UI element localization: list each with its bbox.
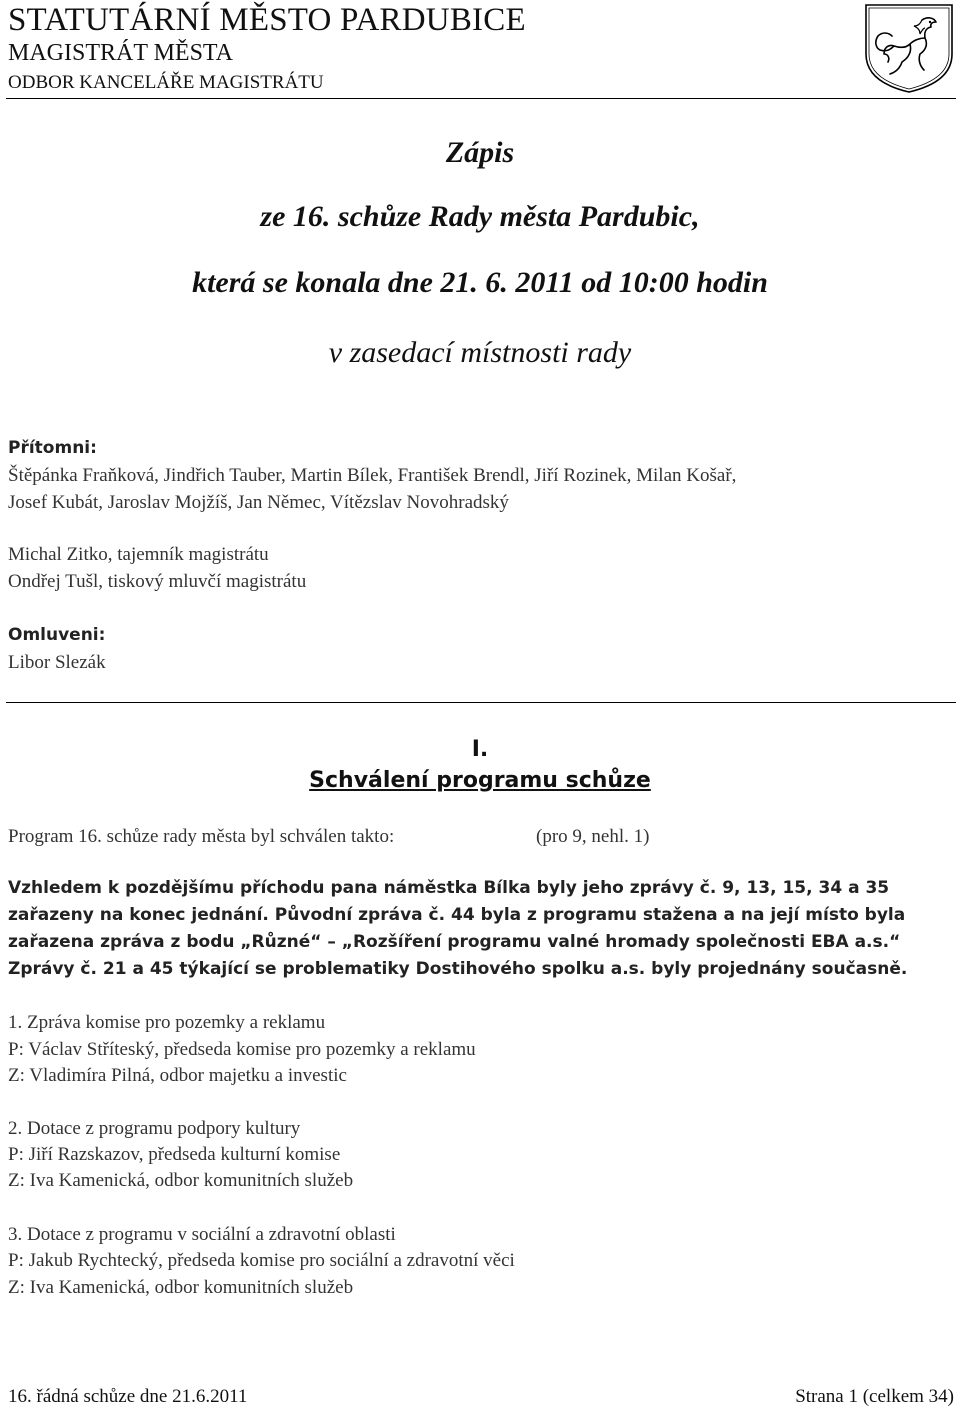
section-title: Schválení programu schůze [309,768,651,793]
city-name: STATUTÁRNÍ MĚSTO PARDUBICE [8,2,526,38]
header-divider [6,98,956,99]
note-line: Vzhledem k pozdějšímu příchodu pana náměstka Bílka byly jeho zprávy č. 9, 13, 15, 34 a 35 [8,878,890,898]
magistrate-name: MAGISTRÁT MĚSTA [8,40,233,66]
agenda-item-title: 3. Dotace z programu v sociální a zdravotní oblasti [8,1224,396,1245]
present-list-line1: Štěpánka Fraňková, Jindřich Tauber, Martin Bílek, František Brendl, Jiří Rozinek, Milan Košař, [8,465,737,486]
agenda-item-processor: Z: Iva Kamenická, odbor komunitních služeb [8,1170,354,1191]
footer-page-number: Strana 1 (celkem 34) [795,1386,954,1407]
section-divider [6,702,956,703]
agenda-item-processor: Z: Vladimíra Pilná, odbor majetku a investic [8,1065,347,1086]
agenda-item-title: 1. Zpráva komise pro pozemky a reklamu [8,1012,326,1033]
agenda-item-processor: Z: Iva Kamenická, odbor komunitních služeb [8,1277,354,1298]
program-approval-text: Program 16. schůze rady města byl schválen takto: [8,826,395,847]
excused-list: Libor Slezák [8,652,106,673]
present-label: Přítomni: [8,438,97,458]
meeting-title: ze 16. schůze Rady města Pardubic, [260,200,700,233]
excused-label: Omluveni: [8,625,106,645]
horse-coat-of-arms-icon [862,2,956,94]
vote-result: (pro 9, nehl. 1) [536,826,650,847]
section-number: I. [471,737,489,762]
spokesman: Ondřej Tušl, tiskový mluvčí magistrátu [8,571,307,592]
agenda-item-presenter: P: Jakub Rychtecký, předseda komise pro sociální a zdravotní věci [8,1250,515,1271]
note-line: zařazena zpráva z bodu „Různé“ – „Rozšíření programu valné hromady společnosti EBA a.s.“ [8,932,901,952]
secretary: Michal Zitko, tajemník magistrátu [8,544,269,565]
agenda-item-presenter: P: Jiří Razskazov, předseda kulturní komise [8,1144,341,1165]
agenda-item-title: 2. Dotace z programu podpory kultury [8,1118,301,1139]
document-title: Zápis [445,136,515,169]
department-name: ODBOR KANCELÁŘE MAGISTRÁTU [8,72,324,93]
note-line: zařazeny na konec jednání. Původní zpráva č. 44 byla z programu stažena a na její místo byla [8,905,906,925]
footer-meeting-info: 16. řádná schůze dne 21.6.2011 [8,1386,248,1407]
meeting-date: která se konala dne 21. 6. 2011 od 10:00 hodin [192,266,768,299]
present-list-line2: Josef Kubát, Jaroslav Mojžíš, Jan Němec, Vítězslav Novohradský [8,492,509,513]
note-line: Zprávy č. 21 a 45 týkající se problematiky Dostihového spolku a.s. byly projednány současně. [8,959,908,979]
meeting-place: v zasedací místnosti rady [328,336,632,369]
agenda-item-presenter: P: Václav Stříteský, předseda komise pro pozemky a reklamu [8,1039,476,1060]
